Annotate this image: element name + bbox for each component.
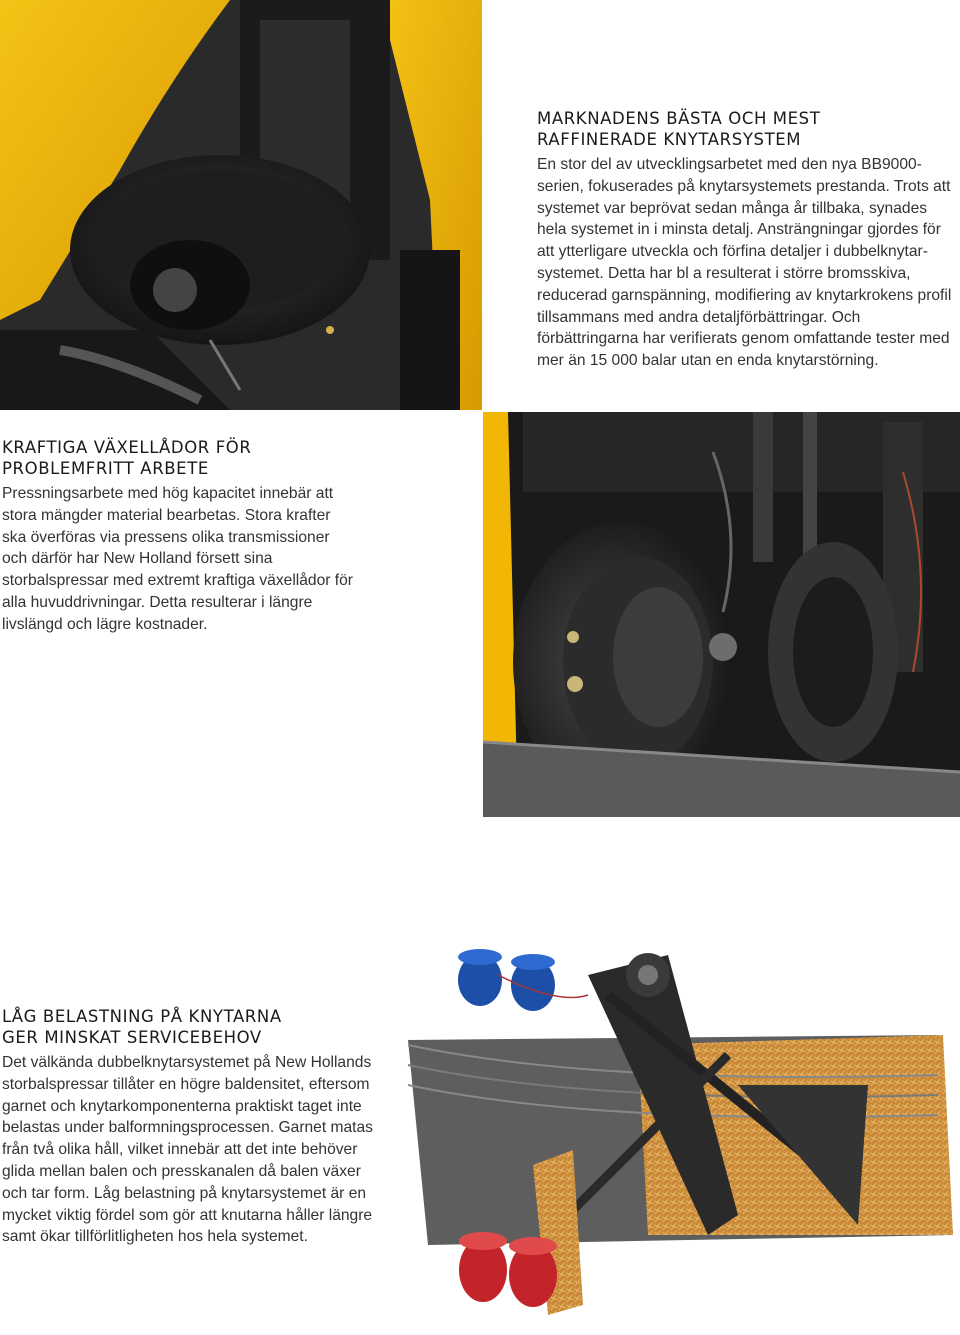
section-vaxellador [2, 437, 354, 636]
heading-line: PROBLEMFRITT ARBETE [2, 459, 209, 478]
heading-line: RAFFINERADE KNYTARSYSTEM [537, 130, 802, 149]
heading-line: KRAFTIGA VÄXELLÅDOR FÖR [2, 438, 252, 457]
gearbox-photo [483, 412, 960, 817]
section-vaxellador-body: Pressningsarbete med hög kapacitet innebär att stora mängder material bearbetas. Stora krafter ska överföras via pressens olika transmissioner och därför har New Holland försett sina storbalspressar med extremt kraftiga växellådor för alla huvuddrivningar. Detta resulterar i längre livslängd och lägre kostnader. [2, 485, 353, 633]
section-belastning [2, 1006, 377, 1248]
section-belastning-body: Det välkända dubbelknytarsystemet på New Hollands storbalspressar tillåter en högre baldensitet, eftersom garnet och knytarkomponenterna praktiskt taget inte belastas under balformningsprocessen. Garnet matas från två olika håll, vilket innebär att det inte behöver glida mellan balen och presskanalen då balen växer och tar form. Låg belastning på knytarsystemet är en mycket viktig fördel som gör att knutarna håller längre samt ökar tillförlitligheten hos hela systemet. [2, 1054, 373, 1246]
section-knytarsystem [537, 108, 957, 372]
knotter-brake-disc-photo [0, 0, 482, 410]
section-knytarsystem-heading [537, 108, 957, 150]
heading-line: GER MINSKAT SERVICEBEHOV [2, 1028, 262, 1047]
heading-line: LÅG BELASTNING PÅ KNYTARNA [2, 1007, 282, 1026]
section-knytarsystem-body: En stor del av utvecklingsarbetet med den nya BB9000-serien, fokuserades på knytarsystemets prestanda. Trots att systemet var beprövat sedan många år tillbaka, synades hela systemet in i minsta detalj. Ansträngningar gjordes för att ytterligare utveckla och förfina detaljer i dubbelknytar-systemet. Detta har bl a resulterat i större bromsskiva, reducerad garnspänning, modifiering av knytarkrokens profil tillsammans med andra detaljförbättringar. Och förbättringarna har verifierats genom omfattande tester med mer än 15 000 balar utan en enda knytarstörning. [537, 156, 952, 370]
section-belastning-heading [2, 1006, 377, 1048]
twine-feed-illustration [398, 935, 960, 1335]
heading-line: MARKNADENS BÄSTA OCH MEST [537, 109, 821, 128]
section-vaxellador-heading [2, 437, 354, 479]
